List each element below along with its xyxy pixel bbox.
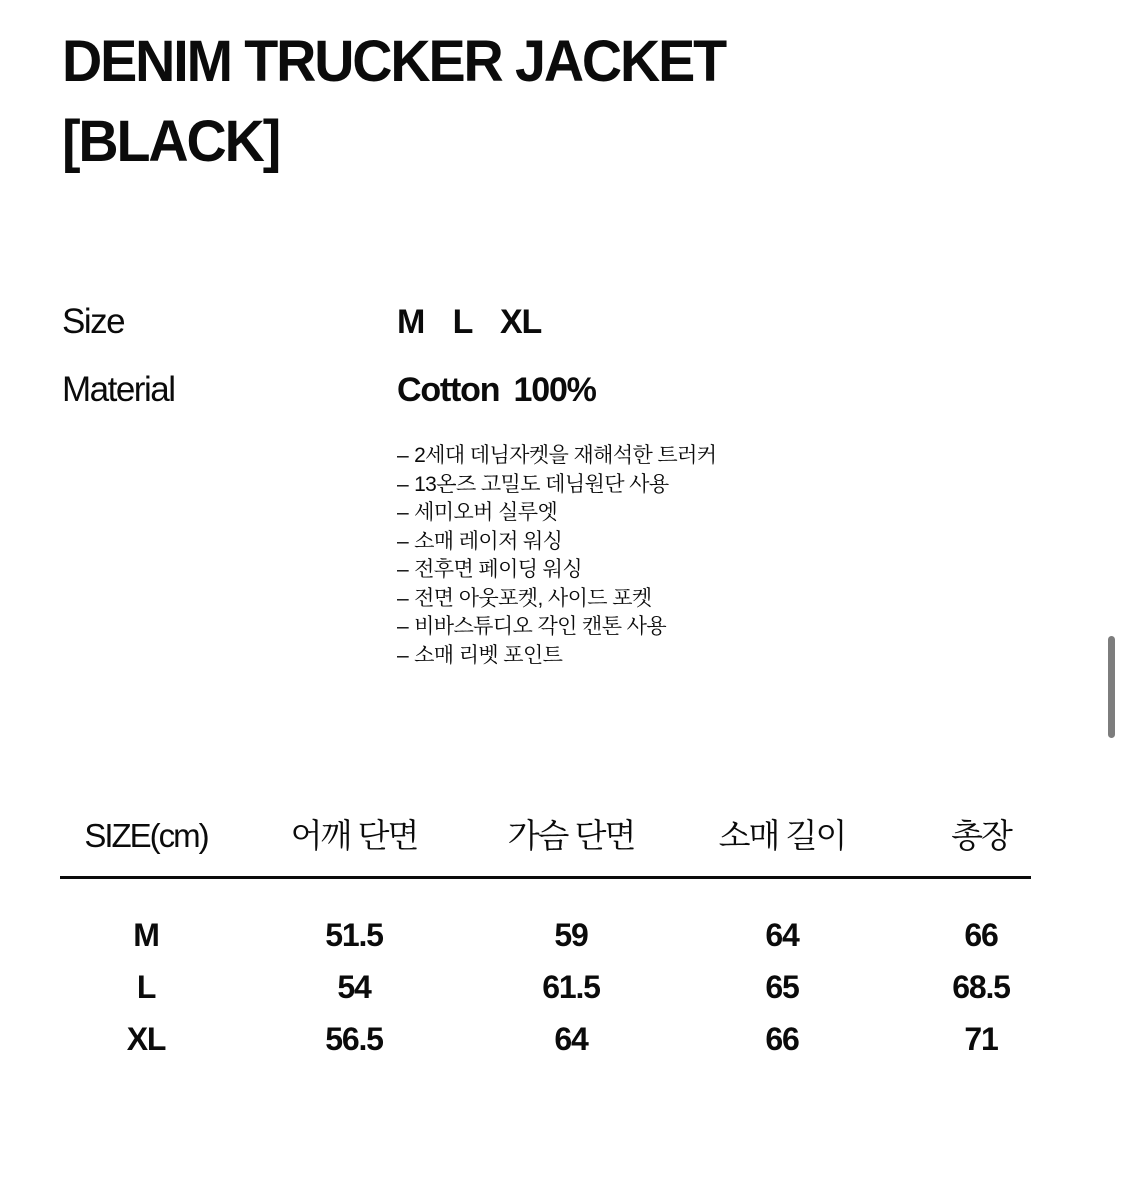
material-value: Cotton 100% (397, 371, 596, 409)
table-row (60, 1013, 1031, 1065)
header-length: 총장 (951, 817, 1011, 854)
spec-row-size (62, 300, 762, 344)
dash-bullet: – (397, 444, 409, 467)
product-title (62, 22, 725, 182)
feature-item (397, 471, 716, 500)
feature-text: 전후면 페이딩 워싱 (414, 558, 583, 581)
cell-length: 68.5 (952, 969, 1010, 1005)
cell-length: 71 (964, 1021, 998, 1057)
table-row (60, 961, 1031, 1013)
feature-item (397, 585, 716, 614)
product-title-line-2: [BLACK] (62, 109, 280, 174)
feature-text: 13온즈 고밀도 데님원단 사용 (414, 472, 669, 496)
feature-item (397, 442, 716, 471)
feature-text: 소매 리벳 포인트 (414, 643, 563, 667)
feature-text: 전면 아웃포켓, 사이드 포켓 (414, 586, 652, 610)
size-value: M L XL (397, 303, 542, 341)
cell-sleeve: 65 (765, 969, 799, 1005)
cell-chest: 64 (554, 1021, 588, 1057)
cell-size: XL (126, 1021, 166, 1057)
feature-item (397, 556, 716, 585)
cell-shoulder: 56.5 (325, 1021, 383, 1057)
dash-bullet: – (397, 472, 409, 496)
product-title-line-1: DENIM TRUCKER JACKET (62, 29, 726, 94)
cell-length: 66 (964, 917, 998, 953)
dash-bullet: – (397, 643, 409, 667)
size-label: Size (62, 302, 125, 341)
feature-item (397, 528, 716, 557)
feature-item (397, 642, 716, 671)
table-row (60, 909, 1031, 961)
feature-text: 2세대 데님자켓을 재해석한 트러커 (414, 444, 717, 467)
cell-shoulder: 54 (337, 969, 371, 1005)
cell-shoulder: 51.5 (325, 917, 383, 953)
cell-size: L (136, 969, 156, 1005)
cell-sleeve: 64 (765, 917, 799, 953)
cell-chest: 59 (554, 917, 588, 953)
feature-text: 세미오버 실루엣 (414, 501, 558, 524)
feature-list (397, 442, 716, 670)
feature-text: 소매 레이저 워싱 (414, 529, 563, 553)
cell-sleeve: 66 (765, 1021, 799, 1057)
feature-text: 비바스튜디오 각인 캔톤 사용 (414, 615, 667, 638)
table-body (60, 879, 1031, 1065)
cell-chest: 61.5 (542, 969, 600, 1005)
table-header (60, 808, 1031, 879)
dash-bullet: – (397, 501, 409, 524)
header-size: SIZE(cm) (84, 817, 208, 854)
spec-row-material (62, 368, 762, 412)
header-chest: 가슴 단면 (507, 817, 635, 854)
size-chart-table (60, 808, 1031, 1065)
cell-size: M (133, 917, 159, 953)
header-shoulder: 어깨 단면 (290, 817, 418, 854)
material-label: Material (62, 370, 175, 409)
dash-bullet: – (397, 586, 409, 610)
feature-item (397, 613, 716, 642)
vertical-scrollbar-thumb[interactable] (1108, 636, 1115, 738)
dash-bullet: – (397, 558, 409, 581)
header-sleeve: 소매 길이 (718, 817, 846, 854)
feature-item (397, 499, 716, 528)
dash-bullet: – (397, 615, 409, 638)
dash-bullet: – (397, 529, 409, 553)
